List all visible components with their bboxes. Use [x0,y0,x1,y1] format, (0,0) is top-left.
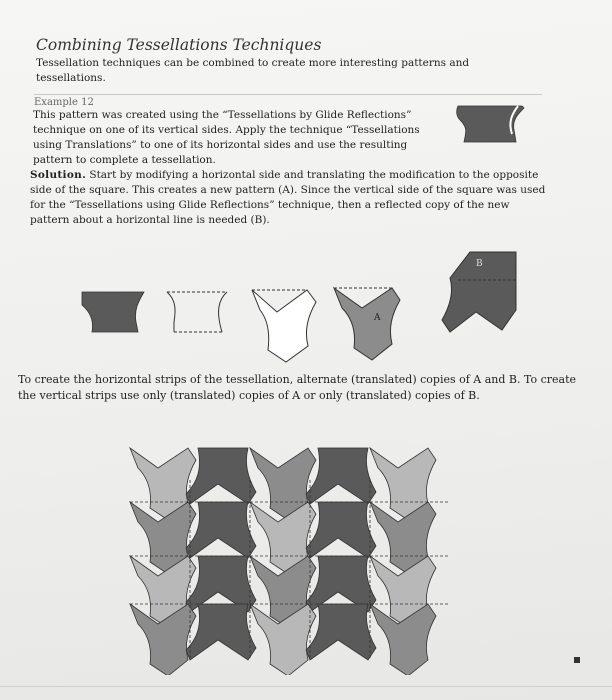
example-label: Example 12 [34,97,94,108]
tessellation-tiles [130,448,436,675]
section-title: Combining Tessellations Techniques [36,36,322,54]
solution-text: Start by modifying a horizontal side and translating the modification to the opposite side of the square. This creates a new pattern (A). Since the vertical side of the square was used for the “Tessellations using Glide Reflections” technique, then a reflected copy of the new pattern about a horizontal line is needed (B). [30,169,546,226]
label-b: B [476,259,483,269]
solution-lead: Solution. [30,169,87,181]
step5-shape-b [442,252,516,332]
step4-shape-a [334,288,400,360]
example-tile-figure [452,100,532,150]
step1-tile [82,292,144,332]
example-divider [34,94,542,95]
step2-outline [167,292,227,332]
intro-paragraph: Tessellation techniques can be combined to create more interesting patterns and tessellations. [36,57,470,84]
example-text: This pattern was created using the “Tessellations by Glide Reflections” technique on one of its vertical sides. Apply the technique “Tessellations using Translations” to one of its horizontal sides and use the resulting pattern to complete a tessellation. [33,109,420,166]
label-a: A [374,313,381,323]
strips-paragraph: To create the horizontal strips of the tessellation, alternate (translated) copies of A and B. To create the vertical strips use only (translated) copies of A or only (translated) copies of B. [18,373,577,402]
bottom-rule [0,686,612,687]
steps-figure [72,250,532,365]
end-marker [574,657,580,663]
step3-shape [252,290,316,362]
tessellation-figure [120,440,470,675]
solution-paragraph [30,168,550,228]
